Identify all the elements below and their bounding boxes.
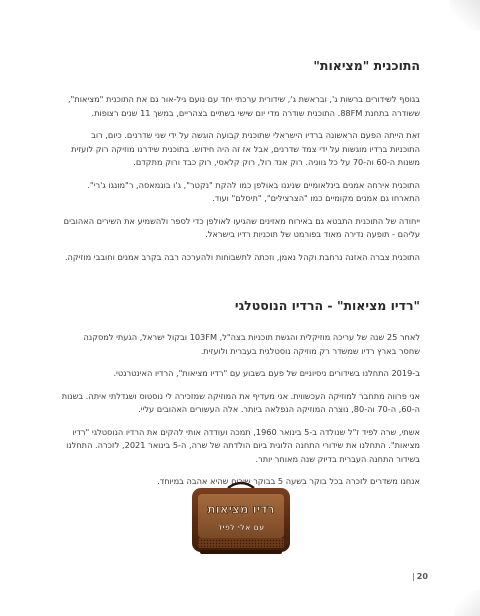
paragraph: אני פרווה מתחבר למוזיקה העכשווית. אני מעדיף את המוזיקה שמזכירה לי נוסטוס ושגדלתי איתה. בשנות ה-60, ה-70 וה-80, נוצרה המוזיקה הנפלאה ביותר. אלה העשורים האהובים עליי.: [61, 390, 420, 414]
page-corner-bottom-right: [454, 590, 480, 616]
page-number: [410, 572, 428, 581]
paragraph: זאת הייתה הפעם הראשונה ברדיו הישראלי שתוכנית קבועה הוגשה על ידי שני שדרנים. כיום, רוב התוכניות ברדיו מוגשות על ידי צמד שדרנים, אבל אז זה היה חידוש. בתוכנית שידרנו מוזיקה רוק לועזית משנות ה-60 וה-70 על כל גווניה. רוק אנד רול, רוק קלאסי, רוק כבד ורוק מתקדם.: [71, 130, 420, 167]
logo-title: רדיו מציאות: [207, 502, 275, 516]
paragraph: לאחר 25 שנה של עריכה מוזיקלית והגשת תוכניות בצה"ל, 103FM ובקול ישראל, הגעתי למסקנה שחסר בארץ רדיו שמשדר רק מוזיקה נוסטלגית בעברית ולועזית.: [83, 332, 420, 356]
paragraph: בגוסף לשידורים ברשות ג', ובראשת ג', שידורית ערכתי יחד עם נועם גיל-אור גם את התוכנית "מציאות", ששודרה בתחנת 88FM. התוכנית שודרה מדי יום שישי בשתיים בצהריים, במשך 11 שנים רצופות.: [67, 94, 420, 118]
paragraph: אשתי, שרה לפיד ז"ל שנולדה ב-5 בינואר 1960, תמכה ועודדה אותי להקים את הרדיו הנוסטלגי "רדיו מציאות". התחלנו את שידורי התחנה הלוגית ביום הולדתה של שרה, ה-5 בינואר 2021, לזכרה. התחלנו בשידור התחנה העברית בדיוק שנה מאוחר יותר.: [66, 426, 420, 464]
page-content: [60, 58, 420, 498]
paragraph: אנחנו משדרים לזכרה בכל בוקר בשעה 5 בבוקר שירים שהיא אהבה במיוחד.: [157, 476, 420, 486]
paragraph: התוכנית אירחה אמנים בינלאומיים שניגנו באולפן כמו להקת "נקטר", ג'ו בונמאסה, ר"מונגו ג'רי". התארחו גם אמנים מקומיים כמו "הצרצילים", "תיסלם" ועוד.: [87, 179, 420, 203]
radio-base: [200, 550, 282, 554]
logo-subtitle: עם אלי לפיד: [217, 523, 265, 532]
vintage-radio-logo-image: [188, 476, 294, 556]
page-number-value: 20: [416, 572, 428, 581]
section-title-nostalgic-radio: "רדיו מציאות" - הרדיו הנוסטלגי: [234, 298, 420, 313]
paragraph: ייחודה של התוכנית התבטא גם באירוח מאזינים שהגיעו לאולפן כדי לספר ולהשמיע את השירים האהובים עליהם - תופעה נדירה מאוד בפורמט של תוכניות רדיו בישראל.: [63, 215, 420, 239]
paragraph: ב-2019 התחלנו בשידורים ניסיוניים של פעם בשבוע עם "רדיו מציאות", הרדיו האינטרנטי.: [113, 368, 420, 378]
paragraph: התוכנית צברה האזנה נרחבת וקהל נאמן, וזכתה לתשבוחות ולהערכה רבה בקרב אמנים וחובבי מוזיקה.: [64, 251, 420, 262]
radio-handle: [228, 483, 254, 488]
radio-grille: [198, 538, 284, 548]
page-corner-top-right: [450, 0, 480, 30]
page-number-divider: [413, 573, 414, 581]
section-title-matziut-program: התוכנית "מציאות": [313, 58, 420, 73]
